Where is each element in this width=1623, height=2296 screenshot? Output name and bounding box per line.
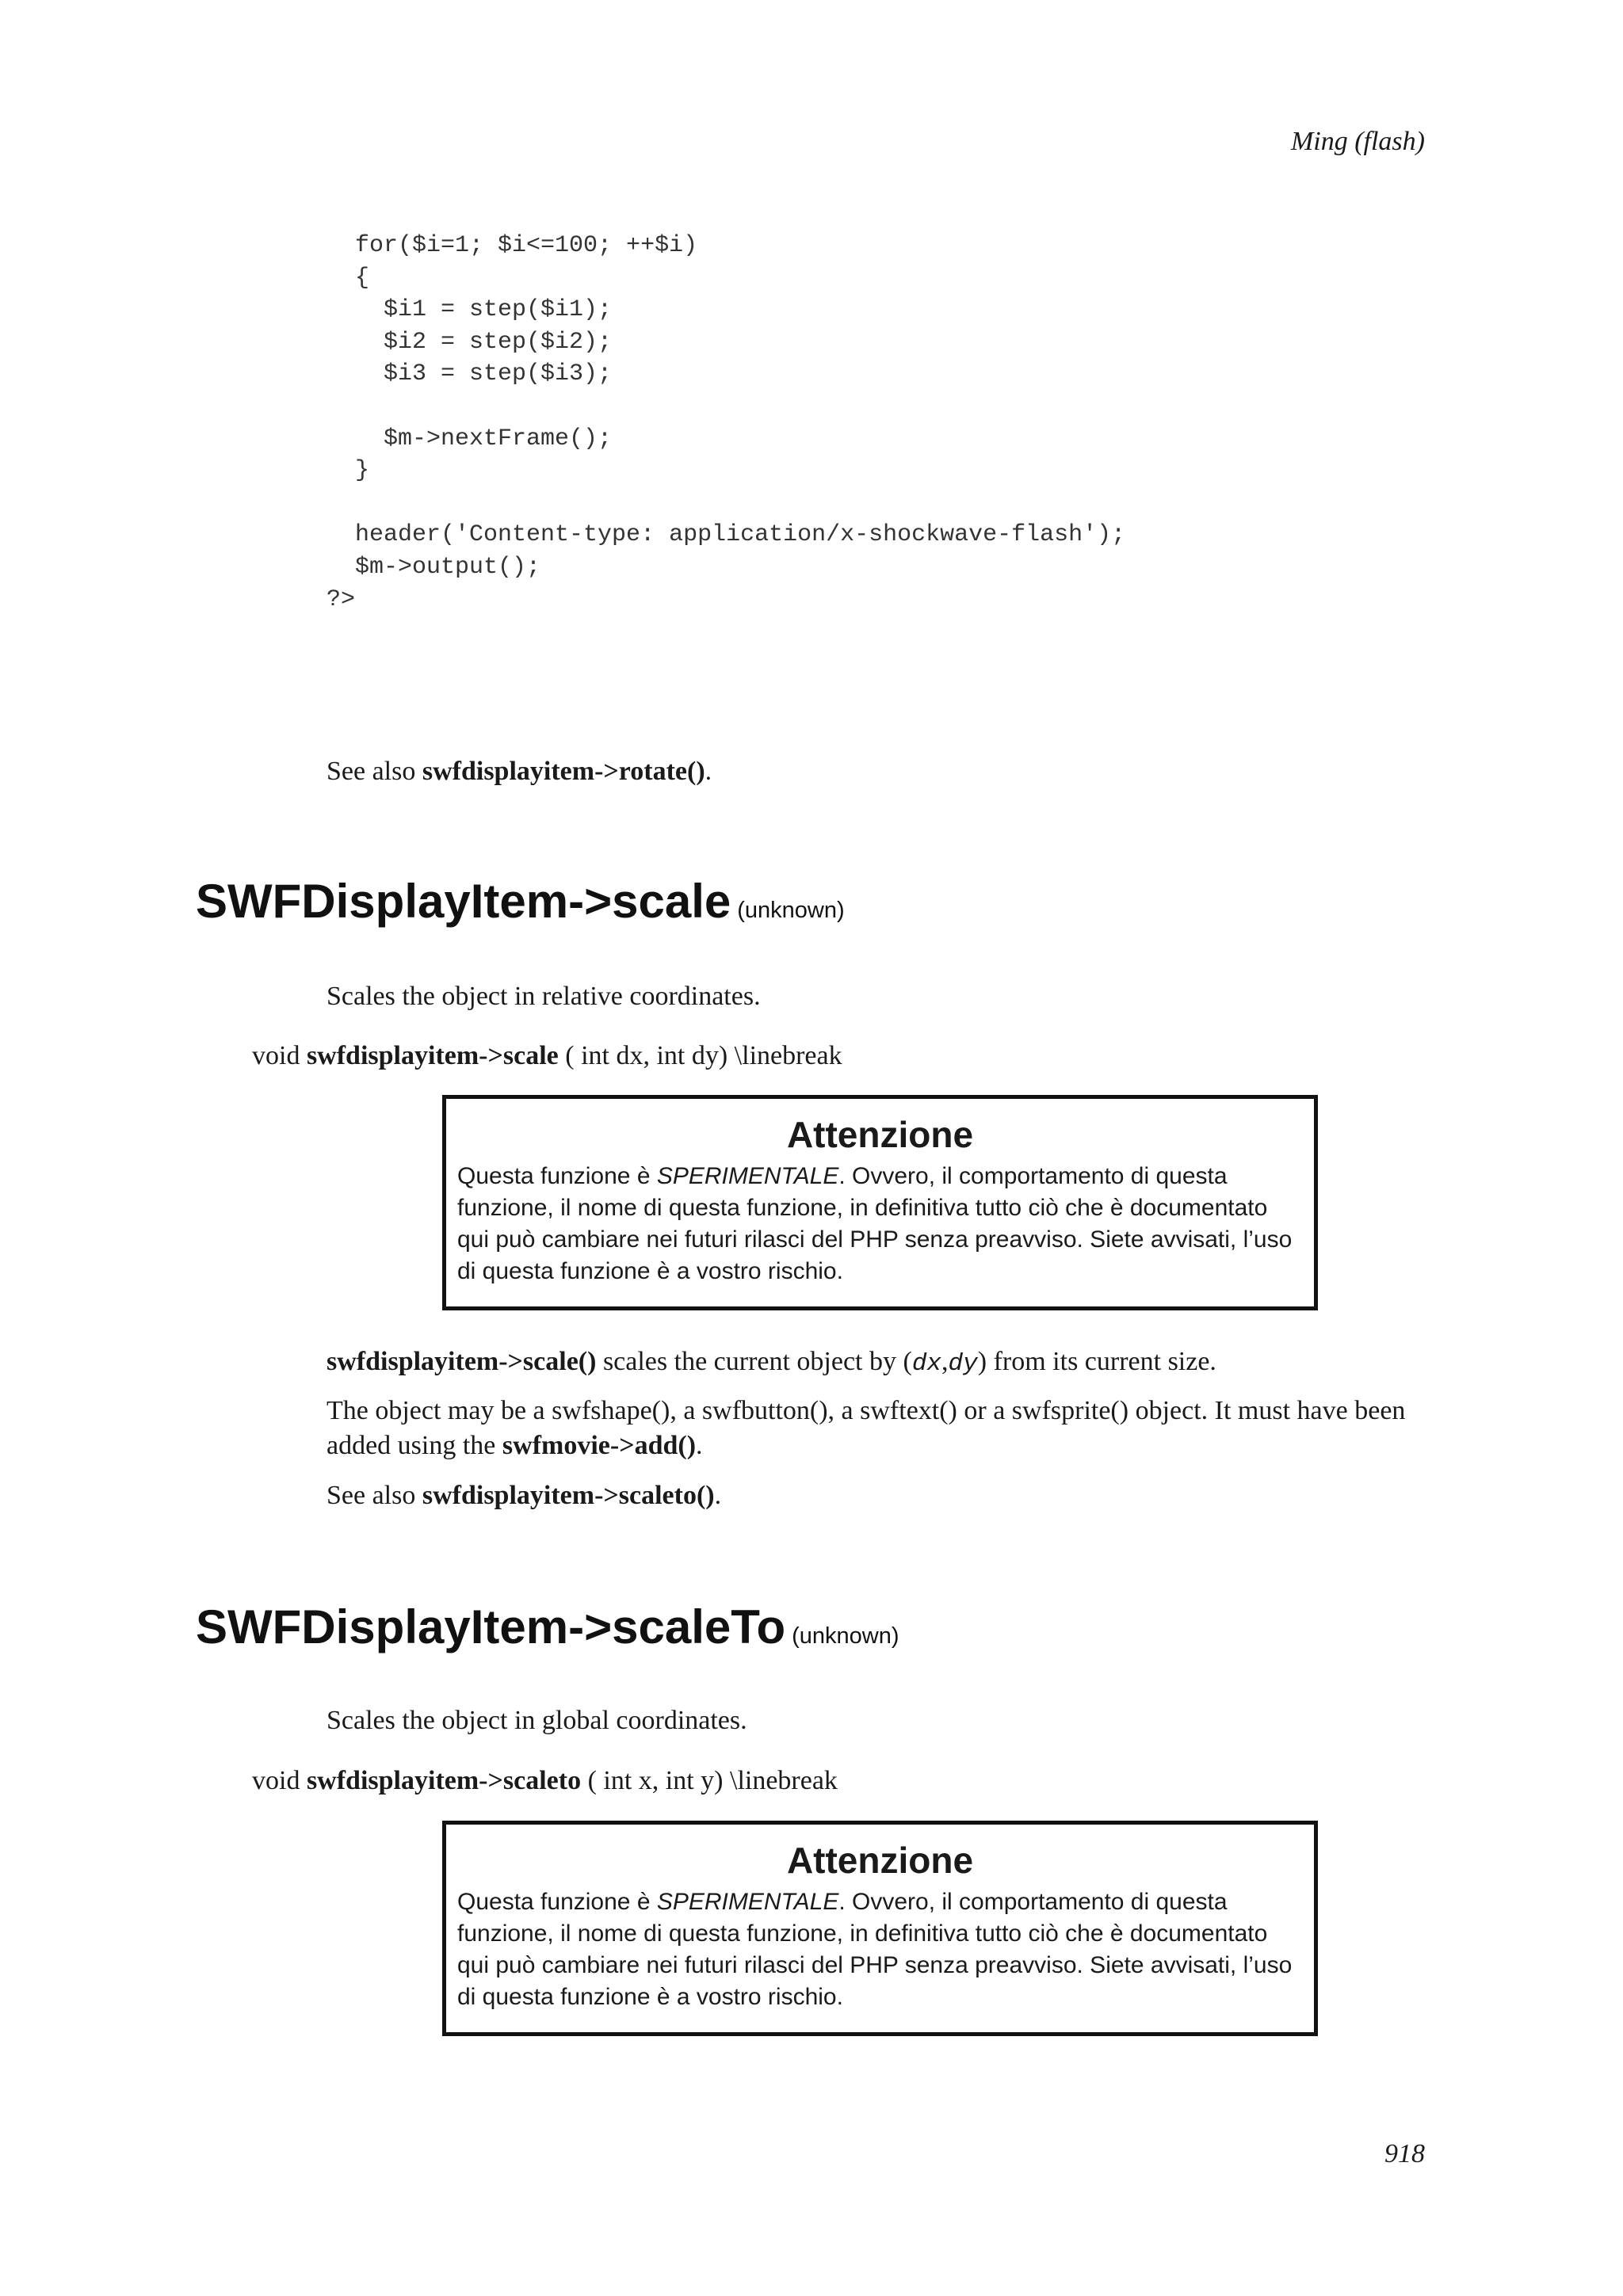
see-also-rotate — [327, 754, 712, 789]
scaleto-title: SWFDisplayItem->scaleTo — [196, 1600, 786, 1653]
scale-object-text: The object may be a swfshape(), a swfbutton(), a swftext() or a swfsprite() object. It must have been added using the — [327, 1396, 1406, 1460]
scale-object-suffix: . — [696, 1431, 703, 1460]
scaleto-warning-before: Questa funzione è — [457, 1889, 657, 1915]
scale-warning-after: . Ovvero, il comportamento di questa funzione, il nome di questa funzione, in definitiva tutto ciò che è documentato qui può cambiare nei futuri rilasci del PHP senza preavviso. Siete avvisati, l’uso di questa funzione è a vostro rischio. — [457, 1163, 1293, 1284]
swfmovie-add-link[interactable]: swfmovie->add() — [502, 1431, 697, 1460]
scaleto-warning-box — [442, 1821, 1318, 2036]
scale-warning-text — [457, 1161, 1303, 1287]
scale-summary: Scales the object in relative coordinates. — [327, 982, 761, 1011]
scaleto-params: ( int x, int y) \linebreak — [581, 1766, 838, 1795]
scale-warning-box — [442, 1095, 1318, 1310]
running-header: Ming (flash) — [1290, 127, 1425, 156]
scale-signature — [252, 1039, 842, 1074]
see-also-scaleto-suffix: . — [714, 1481, 722, 1510]
scale-title: SWFDisplayItem->scale — [196, 875, 731, 928]
scale-warning-title: Attenzione — [786, 1114, 974, 1155]
scaleto-summary: Scales the object in global coordinates. — [327, 1706, 747, 1735]
scale-description — [327, 1344, 1436, 1382]
scaleto-warning-after: . Ovvero, il comportamento di questa funzione, il nome di questa funzione, in definitiva tutto ciò che è documentato qui può cambiare nei futuri rilasci del PHP senza preavviso. Siete avvisati, l’uso di questa funzione è a vostro rischio. — [457, 1889, 1293, 2010]
scale-warning-before: Questa funzione è — [457, 1163, 657, 1189]
scale-return-type: void — [252, 1041, 307, 1070]
scale-desc-text: scales the current object by ( — [596, 1347, 912, 1376]
scaleto-link[interactable]: swfdisplayitem->scaleto() — [422, 1481, 715, 1510]
scaleto-signature — [252, 1764, 838, 1798]
scale-arg-dy: dy — [948, 1350, 978, 1378]
scaleto-heading — [196, 1600, 899, 1654]
rotate-link[interactable]: swfdisplayitem->rotate() — [422, 757, 705, 786]
scale-arg-comma: , — [941, 1347, 949, 1376]
scale-desc-function: swfdisplayitem->scale() — [327, 1347, 597, 1376]
scaleto-return-type: void — [252, 1766, 307, 1795]
see-also-suffix: . — [705, 757, 712, 786]
scale-function-name: swfdisplayitem->scale — [306, 1041, 559, 1070]
scale-heading — [196, 874, 845, 929]
scale-params: ( int dx, int dy) \linebreak — [558, 1041, 842, 1070]
scale-desc-end: ) from its current size. — [977, 1347, 1216, 1376]
page-number: 918 — [1384, 2139, 1425, 2168]
scaleto-warning-title: Attenzione — [786, 1840, 974, 1881]
see-also-scaleto — [327, 1478, 721, 1513]
scale-title-note: (unknown) — [737, 898, 845, 923]
scaleto-title-note: (unknown) — [792, 1623, 899, 1649]
scaleto-warning-em: SPERIMENTALE — [656, 1889, 839, 1915]
code-block: for($i=1; $i<=100; ++$i) { $i1 = step($i1); $i2 = step($i2); $i3 = step($i3); $m->nextFrame(); } header('Content-type: application/x-shockwave-flash'); $m->output(); ?> — [327, 232, 1126, 613]
scale-object-note — [327, 1394, 1432, 1463]
see-also-scaleto-prefix: See also — [327, 1481, 422, 1510]
scaleto-warning-text — [457, 1886, 1303, 2013]
scale-warning-em: SPERIMENTALE — [656, 1163, 839, 1189]
scaleto-function-name: swfdisplayitem->scaleto — [306, 1766, 582, 1795]
scale-arg-dx: dx — [911, 1350, 942, 1378]
see-also-prefix: See also — [327, 757, 422, 786]
